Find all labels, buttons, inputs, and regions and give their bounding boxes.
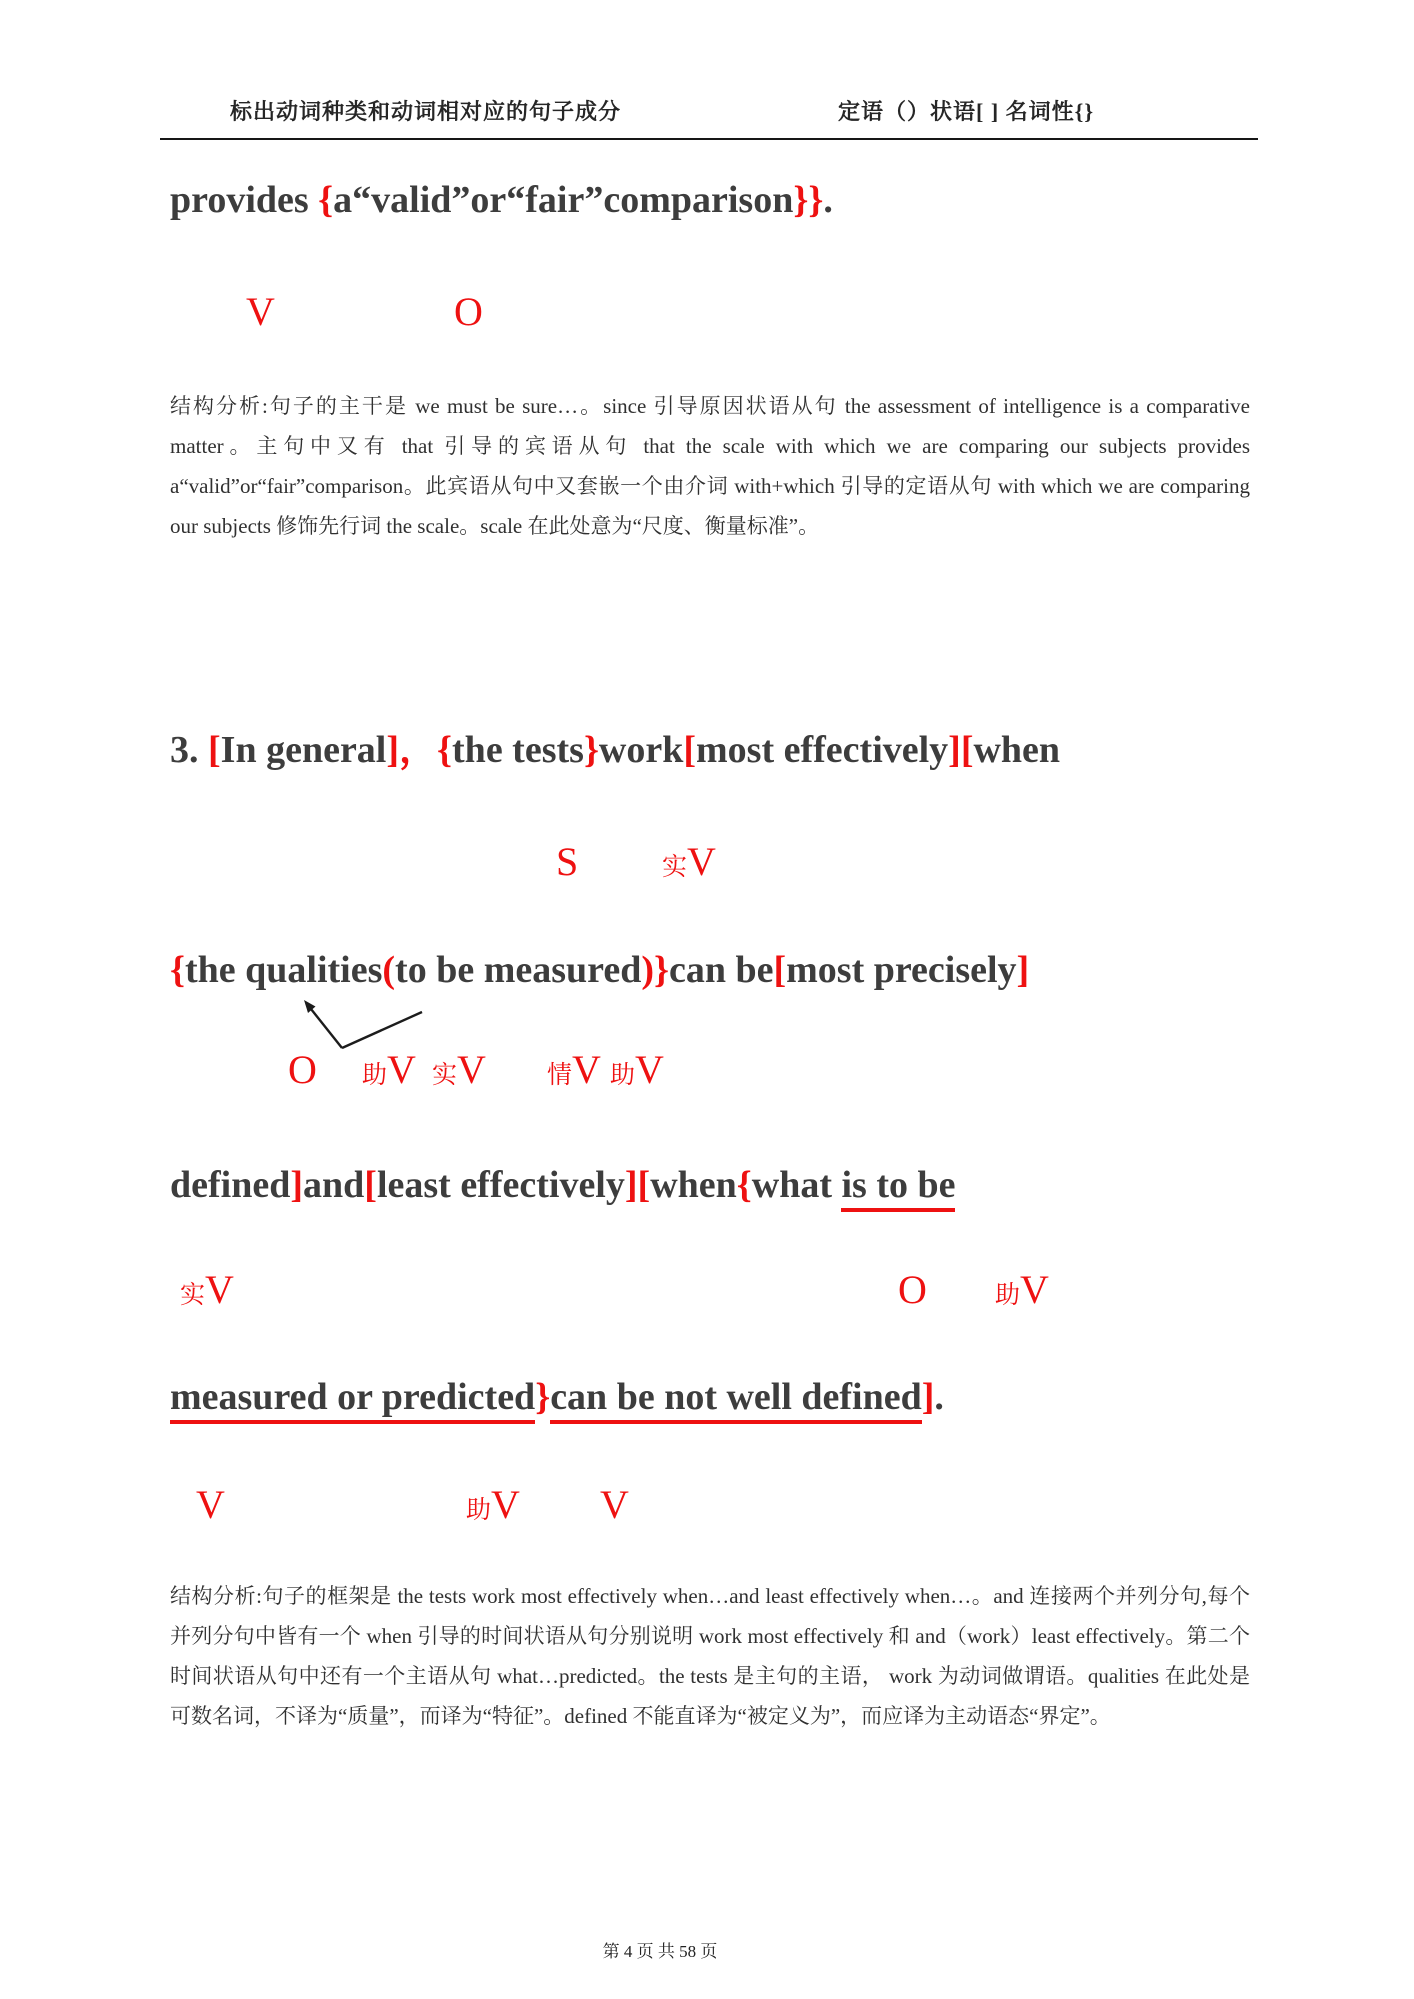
- sentence3-line2: [170, 948, 1029, 993]
- annotation-label-o3: O: [898, 1267, 927, 1312]
- text-segment: work: [598, 729, 684, 771]
- text-segment: }: [583, 729, 599, 771]
- annotation-label-qing-v: 情V: [547, 1047, 601, 1092]
- qualities-pointer-arrow-icon: [290, 996, 440, 1054]
- text-segment: most effectively: [696, 729, 949, 771]
- text-segment: }: [535, 1376, 551, 1418]
- text-segment: provides: [170, 179, 319, 221]
- text-segment: least effectively: [376, 1164, 625, 1206]
- annotation-label-zhu-v3: 助V: [995, 1267, 1049, 1312]
- text-segment: In general: [220, 729, 387, 771]
- annotation-label-v3: V: [600, 1482, 629, 1527]
- sentence3-line4: [170, 1375, 944, 1420]
- annotation-label-o: O: [454, 289, 483, 334]
- annotation-label-zhu-v1: 助V: [362, 1047, 416, 1092]
- text-segment: and: [303, 1164, 365, 1206]
- sentence3-line3: [170, 1163, 955, 1208]
- text-segment: (: [382, 949, 396, 991]
- structure-analysis-paragraph-2: 结构分析:句子的框架是 the tests work most effectively when…and least effectively when…。and 连接两个并列分句,每个并列分句中皆有一个 when 引导的时间状语从句分别说明 work most effectively 和 and（work）least effectively。第二个时间状语从句中还有一个主语从句 what…predicted。the tests 是主句的主语， work 为动词做谓语。qualities 在此处是可数名词，不译为“质量”，而译为“特征”。defined 不能直译为“被定义为”，而应译为主动语态“界定”。: [170, 1584, 1250, 1728]
- annotation-label-s: S: [556, 839, 579, 884]
- header-divider: [160, 138, 1258, 140]
- text-segment: when: [650, 1164, 737, 1206]
- text-segment: ]: [1016, 949, 1030, 991]
- structure-analysis-paragraph-1: 结构分析:句子的主干是 we must be sure…。since 引导原因状语从句 the assessment of intelligence is a comparative matter。主句中又有 that 引导的宾语从句 that the scale with which we are comparing our subjects provides a“valid”or“fair”comparison。此宾语从句中又套嵌一个由介词 with+which 引导的定语从句 with which we are comparing our subjects 修饰先行词 the scale。scale 在此处意为“尺度、衡量标准”。: [170, 394, 1250, 538]
- text-segment: to be measured: [395, 949, 642, 991]
- text-segment: ]: [624, 1164, 638, 1206]
- text-segment: defined: [170, 1164, 291, 1206]
- text-segment: }: [653, 949, 669, 991]
- text-segment: ]: [948, 729, 961, 771]
- header-left-title: 标出动词种类和动词相对应的句子成分: [230, 99, 622, 124]
- text-segment: can be not well defined: [550, 1376, 922, 1424]
- header-right-legend: 定语（）状语[ ] 名词性{}: [838, 99, 1094, 124]
- text-segment: ，: [399, 729, 438, 771]
- text-segment: what: [751, 1164, 842, 1206]
- annotation-label-zhu-v2: 助V: [610, 1047, 664, 1092]
- text-segment: {: [437, 729, 453, 771]
- text-segment: most precisely: [786, 949, 1017, 991]
- sentence2-tail-line: [170, 178, 833, 223]
- text-segment: when: [973, 729, 1061, 771]
- annotation-label-o2: O: [288, 1047, 317, 1092]
- text-segment: ]: [290, 1164, 304, 1206]
- text-segment: ): [641, 949, 654, 991]
- text-segment: {: [736, 1164, 752, 1206]
- text-segment: [: [208, 729, 221, 771]
- text-segment: [: [637, 1164, 651, 1206]
- annotation-label-shi-v2: 实V: [432, 1047, 486, 1092]
- text-segment: can be: [668, 949, 774, 991]
- text-segment: measured or predicted: [170, 1376, 535, 1424]
- text-segment: [: [683, 729, 697, 771]
- annotation-label-zhu-v4: 助V: [466, 1482, 520, 1527]
- annotation-label-shi-v3: 实V: [180, 1267, 234, 1312]
- annotation-label-v: V: [246, 289, 275, 334]
- page-number: 第 4 页 共 58 页: [602, 1942, 718, 1961]
- text-segment: the tests: [452, 729, 584, 771]
- annotation-label-v2: V: [196, 1482, 225, 1527]
- text-segment: is to be: [841, 1164, 955, 1212]
- text-segment: .: [823, 179, 833, 221]
- text-segment: [: [364, 1164, 377, 1206]
- text-segment: {: [170, 949, 185, 991]
- sentence3-line1: [170, 728, 1060, 773]
- text-segment: ]: [921, 1376, 935, 1418]
- text-segment: }}: [793, 179, 824, 221]
- text-segment: ]: [386, 729, 400, 771]
- text-segment: a“valid”or“fair”comparison: [333, 179, 794, 221]
- text-segment: 3.: [170, 729, 208, 771]
- text-segment: .: [934, 1376, 944, 1418]
- text-segment: the qualities: [184, 949, 383, 991]
- text-segment: [: [773, 949, 787, 991]
- annotation-label-shi-v: 实V: [662, 839, 716, 884]
- text-segment: [: [960, 729, 974, 771]
- text-segment: {: [318, 179, 334, 221]
